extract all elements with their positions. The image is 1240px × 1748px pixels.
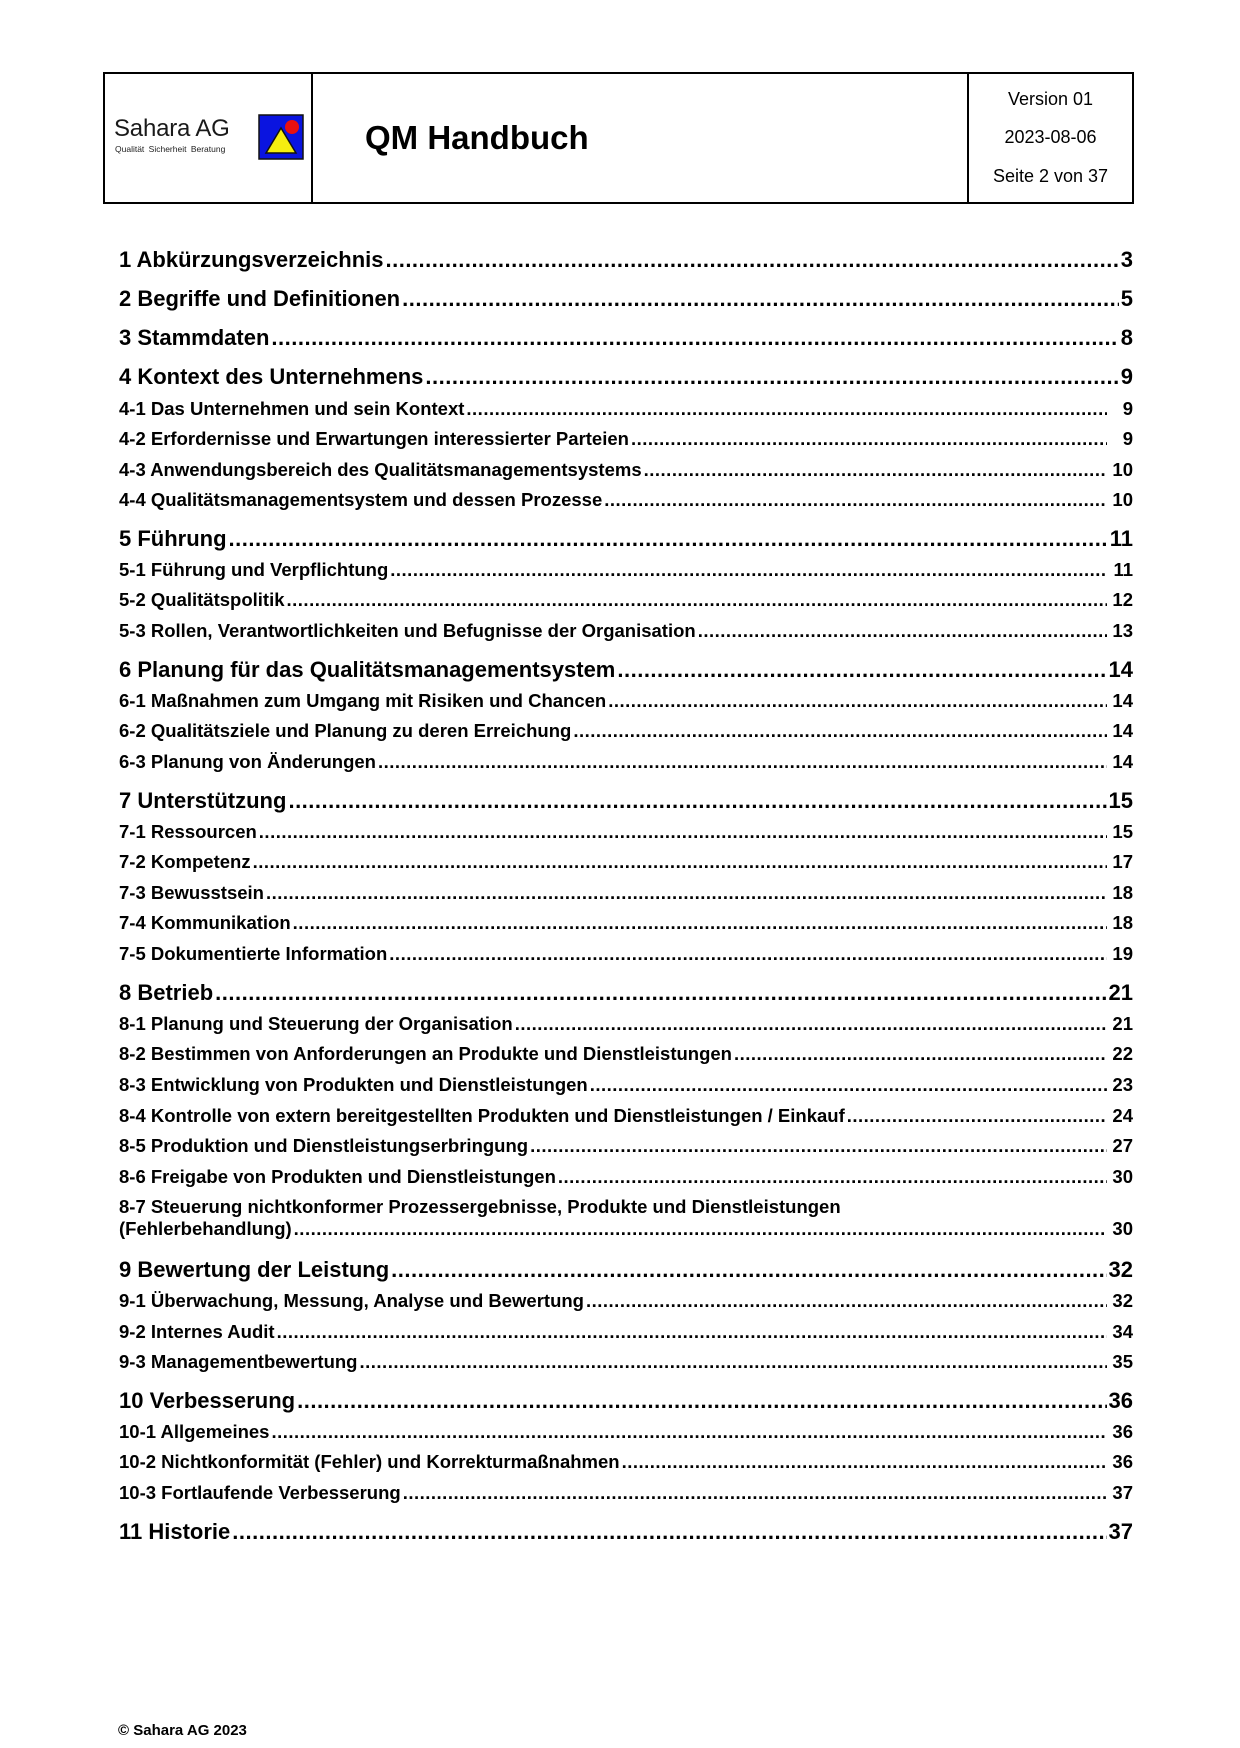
toc-entry[interactable]: 8 Betrieb ..... 21 — [119, 980, 1133, 1006]
dot-leader — [297, 1388, 1106, 1414]
copyright-footer: © Sahara AG 2023 — [118, 1722, 247, 1739]
toc-entry[interactable]: 5-1 Führung und Verpflichtung ..... 11 — [119, 559, 1133, 581]
dot-leader — [277, 1321, 1107, 1343]
toc-entry[interactable]: 6-2 Qualitätsziele und Planung zu deren Erreichung ..... 14 — [119, 720, 1133, 742]
company-logo — [105, 74, 313, 202]
toc-entry[interactable]: 10 Verbesserung ..... 36 — [119, 1388, 1133, 1414]
dot-leader — [215, 980, 1106, 1006]
dot-leader — [391, 1257, 1106, 1283]
toc-entry[interactable]: 5-2 Qualitätspolitik ..... 12 — [119, 589, 1133, 611]
document-title: QM Handbuch — [313, 74, 969, 202]
toc-entry[interactable]: 9 Bewertung der Leistung ..... 32 — [119, 1257, 1133, 1283]
dot-leader — [617, 657, 1106, 683]
dot-leader — [390, 559, 1107, 581]
toc-entry-label-line2: (Fehlerbehandlung) — [119, 1218, 292, 1239]
dot-leader — [698, 620, 1107, 642]
toc-entry[interactable]: 2 Begriffe und Definitionen ..... 5 — [119, 286, 1133, 312]
toc-entry[interactable]: 10-2 Nichtkonformität (Fehler) und Korrekturmaßnahmen ..... 36 — [119, 1451, 1133, 1473]
toc-entry[interactable]: 7-3 Bewusstsein ..... 18 — [119, 882, 1133, 904]
toc-entry[interactable]: 5-3 Rollen, Verantwortlichkeiten und Befugnisse der Organisation ..... 13 — [119, 620, 1133, 642]
toc-entry[interactable]: 4-2 Erfordernisse und Erwartungen interessierter Parteien ..... 9 — [119, 428, 1133, 450]
toc-entry[interactable]: 8-1 Planung und Steuerung der Organisation ..... 21 — [119, 1013, 1133, 1035]
document-meta — [969, 74, 1132, 202]
toc-entry[interactable]: 8-5 Produktion und Dienstleistungserbringung ..... 27 — [119, 1135, 1133, 1157]
toc-entry[interactable]: 7-5 Dokumentierte Information ..... 19 — [119, 943, 1133, 965]
dot-leader — [288, 788, 1106, 814]
logo-tagline: Qualität Sicherheit Beratung — [115, 144, 226, 154]
dot-leader — [293, 912, 1107, 934]
dot-leader — [608, 690, 1107, 712]
toc-entry[interactable]: 9-1 Überwachung, Messung, Analyse und Bewertung ..... 32 — [119, 1290, 1133, 1312]
toc-entry[interactable]: 8-4 Kontrolle von extern bereitgestellten Produkten und Dienstleistungen / Einkauf ..... 24 — [119, 1105, 1133, 1127]
toc-entry[interactable]: 4-4 Qualitätsmanagementsystem und dessen Prozesse ..... 10 — [119, 489, 1133, 511]
toc-entry[interactable]: 11 Historie ..... 37 — [119, 1519, 1133, 1545]
dot-leader — [425, 364, 1118, 390]
toc-entry[interactable]: 7-2 Kompetenz ..... 17 — [119, 851, 1133, 873]
dot-leader — [515, 1013, 1107, 1035]
dot-leader — [573, 720, 1107, 742]
toc-entry[interactable]: 6 Planung für das Qualitätsmanagementsystem ..... 14 — [119, 657, 1133, 683]
toc-entry[interactable]: 8-3 Entwicklung von Produkten und Dienstleistungen ..... 23 — [119, 1074, 1133, 1096]
toc-entry[interactable]: 10-1 Allgemeines ..... 36 — [119, 1421, 1133, 1443]
dot-leader — [847, 1105, 1107, 1127]
dot-leader — [734, 1043, 1107, 1065]
dot-leader — [590, 1074, 1107, 1096]
logo-mark-icon — [258, 114, 304, 160]
toc-entry[interactable]: 6-1 Maßnahmen zum Umgang mit Risiken und Chancen ..... 14 — [119, 690, 1133, 712]
toc-entry[interactable]: 5 Führung ..... 11 — [119, 526, 1133, 552]
dot-leader — [631, 428, 1107, 450]
dot-leader — [402, 286, 1119, 312]
dot-leader — [644, 459, 1107, 481]
dot-leader — [385, 247, 1118, 273]
dot-leader — [586, 1290, 1107, 1312]
toc-entry[interactable]: 6-3 Planung von Änderungen ..... 14 — [119, 751, 1133, 773]
toc-entry[interactable]: 7 Unterstützung ..... 15 — [119, 788, 1133, 814]
toc-entry-label-line1: 8-7 Steuerung nichtkonformer Prozessergebnisse, Produkte und Dienstleistungen — [119, 1196, 841, 1217]
dot-leader — [466, 398, 1107, 420]
dot-leader — [294, 1218, 1107, 1240]
dot-leader — [604, 489, 1107, 511]
dot-leader — [622, 1451, 1107, 1473]
dot-leader — [271, 1421, 1107, 1443]
dot-leader — [229, 526, 1108, 552]
version-label: Version 01 — [1007, 88, 1094, 109]
toc-entry[interactable]: 4-3 Anwendungsbereich des Qualitätsmanagementsystems ..... 10 — [119, 459, 1133, 481]
logo-company-name: Sahara AG — [114, 115, 230, 142]
dot-leader — [558, 1166, 1107, 1188]
toc-entry[interactable]: 4-1 Das Unternehmen und sein Kontext ..... 9 — [119, 398, 1133, 420]
toc-entry[interactable]: 9-3 Managementbewertung ..... 35 — [119, 1351, 1133, 1373]
dot-leader — [403, 1482, 1107, 1504]
dot-leader — [259, 821, 1107, 843]
dot-leader — [232, 1519, 1106, 1545]
page-header — [103, 72, 1134, 204]
toc-entry[interactable]: 1 Abkürzungsverzeichnis ..... 3 — [119, 247, 1133, 273]
toc-entry[interactable]: 7-1 Ressourcen ..... 15 — [119, 821, 1133, 843]
toc-entry[interactable]: 4 Kontext des Unternehmens ..... 9 — [119, 364, 1133, 390]
toc-entry[interactable]: 8-2 Bestimmen von Anforderungen an Produkte und Dienstleistungen ..... 22 — [119, 1043, 1133, 1065]
toc-entry[interactable]: 3 Stammdaten ..... 8 — [119, 325, 1133, 351]
page-number-label: Seite 2 von 37 — [992, 166, 1109, 187]
dot-leader — [360, 1351, 1108, 1373]
dot-leader — [378, 751, 1107, 773]
date-label: 2023-08-06 — [1004, 127, 1097, 148]
dot-leader — [271, 325, 1118, 351]
toc-entry-multiline[interactable]: 8-7 Steuerung nichtkonformer Prozessergebnisse, Produkte und Dienstleistungen (Fehlerbehandlung) ..... 30 — [119, 1196, 1133, 1240]
dot-leader — [253, 851, 1107, 873]
dot-leader — [389, 943, 1107, 965]
dot-leader — [287, 589, 1107, 611]
toc-entry[interactable]: 7-4 Kommunikation ..... 18 — [119, 912, 1133, 934]
toc-entry[interactable]: 9-2 Internes Audit ..... 34 — [119, 1321, 1133, 1343]
toc-entry[interactable]: 8-6 Freigabe von Produkten und Dienstleistungen ..... 30 — [119, 1166, 1133, 1188]
dot-leader — [530, 1135, 1107, 1157]
dot-leader — [266, 882, 1107, 904]
toc-entry[interactable]: 10-3 Fortlaufende Verbesserung ..... 37 — [119, 1482, 1133, 1504]
